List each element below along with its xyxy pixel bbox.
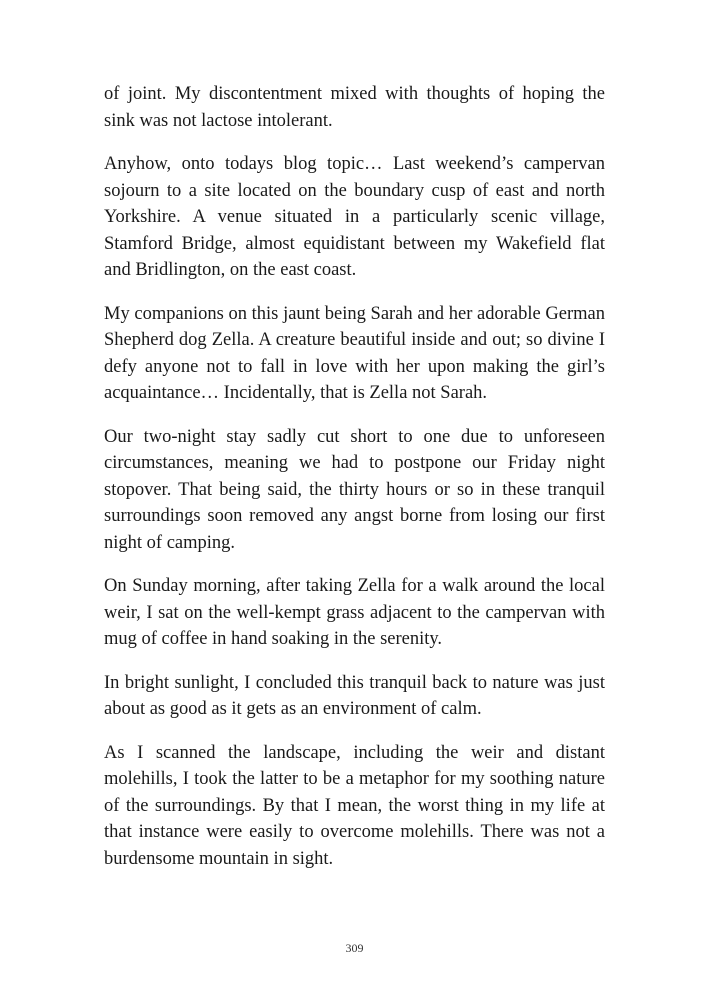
paragraph-7: As I scanned the landscape, including the weir and distant molehills, I took the latter to be a metaphor for my soothing nature of the surroundings. By that I mean, the worst thing in my life at that instance were easily to overcome molehills. There was not a burdensome mountain in sight. <box>104 742 605 869</box>
page-number: 309 <box>345 941 364 955</box>
paragraph-3: My companions on this jaunt being Sarah and her adorable German Shepherd dog Zella. A creature beautiful inside and out; so divine I defy anyone not to fall in love with her upon making the girl’s acquaintance… Incidentally, that is Zella not Sarah. <box>104 303 605 403</box>
paragraph-5: On Sunday morning, after taking Zella for a walk around the local weir, I sat on the well-kempt grass adjacent to the campervan with mug of coffee in hand soaking in the serenity. <box>104 576 605 649</box>
paragraph-2: Anyhow, onto todays blog topic… Last weekend’s campervan sojourn to a site located on the boundary cusp of east and north Yorkshire. A venue situated in a particularly scenic village, Stamford Bridge, almost equidistant between my Wakefield flat and Bridlington, on the east coast. <box>104 154 605 280</box>
paragraph-1: of joint. My discontentment mixed with thoughts of hoping the sink was not lactose intolerant. <box>104 84 605 131</box>
paragraph-6: In bright sunlight, I concluded this tranquil back to nature was just about as good as it gets as an environment of calm. <box>104 672 605 719</box>
body-text <box>104 81 605 889</box>
paragraph-4: Our two-night stay sadly cut short to one due to unforeseen circumstances, meaning we had to postpone our Friday night stopover. That being said, the thirty hours or so in these tranquil surroundings soon removed any angst borne from losing our first night of camping. <box>104 426 605 553</box>
